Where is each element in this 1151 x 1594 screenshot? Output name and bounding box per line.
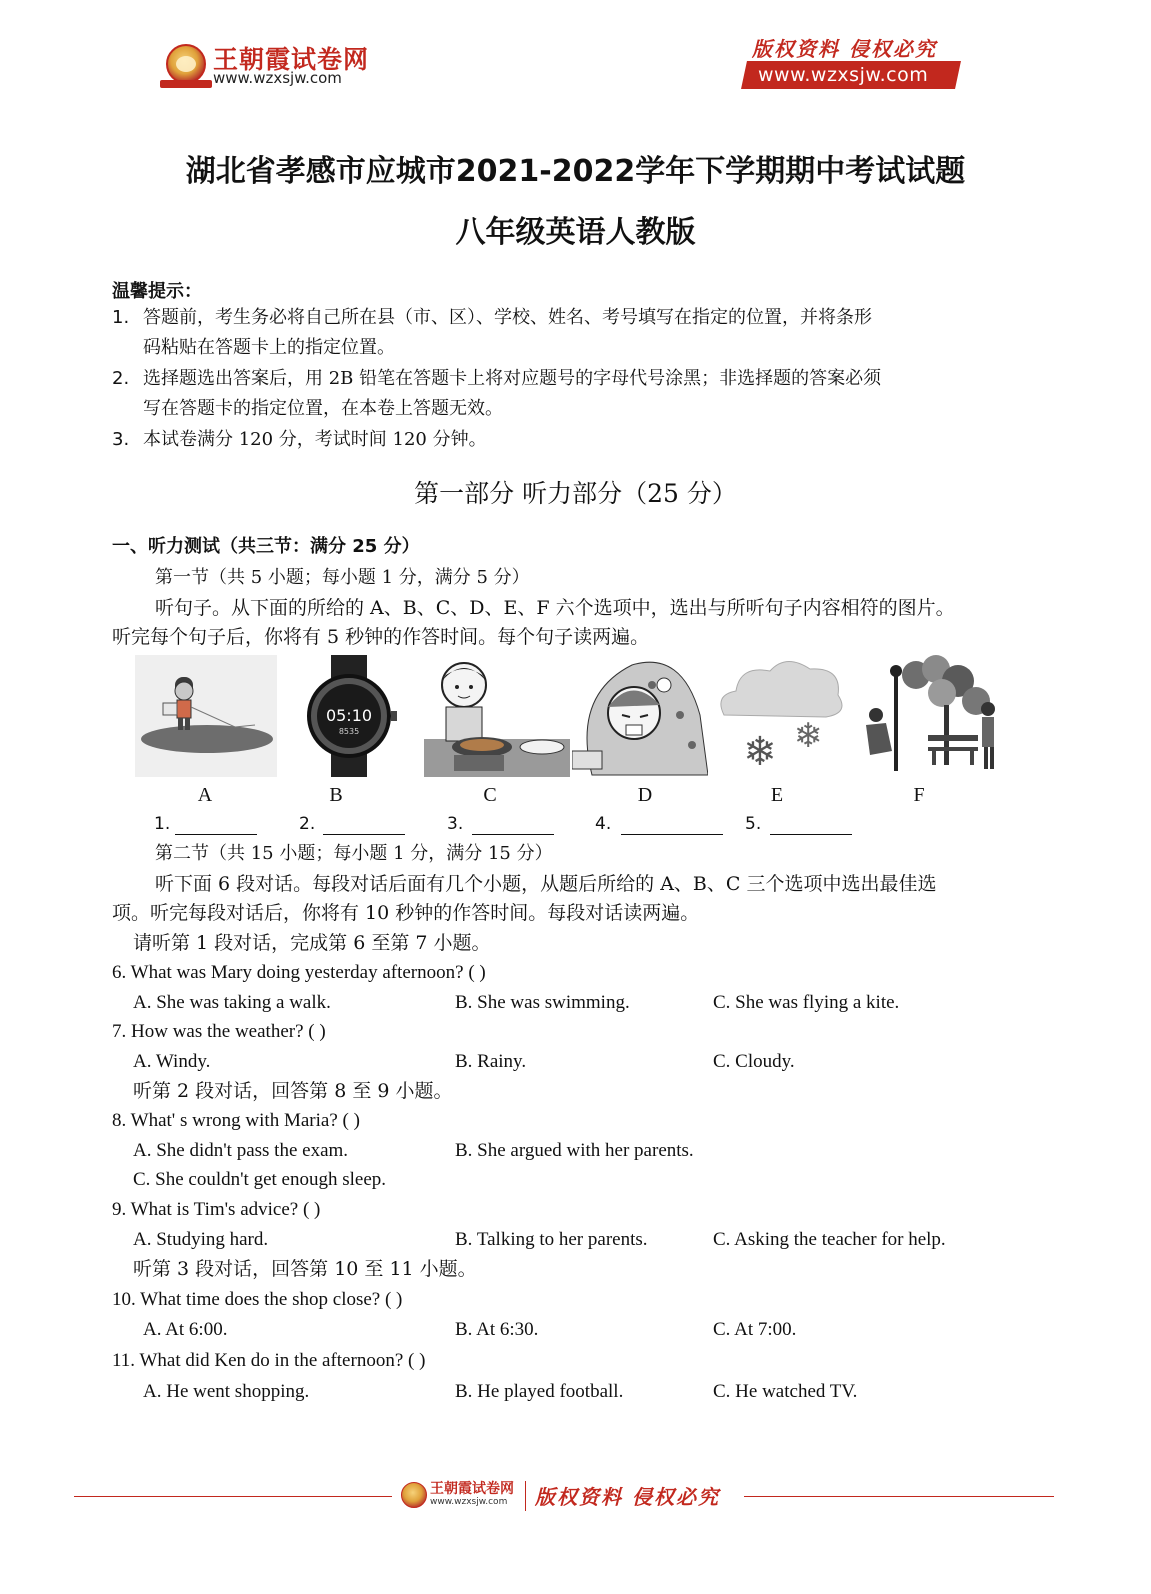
picture-label: B [329,784,343,806]
logo-url: www.wzxsjw.com [213,69,342,87]
tip-number: 1. [112,307,130,328]
question-text: 10. What time does the shop close? ( ) [112,1289,403,1310]
option-a: A. She was taking a walk. [133,992,331,1013]
option-a: A. She didn't pass the exam. [133,1140,349,1161]
tip-number: 3. [112,429,130,450]
question-text: 8. What' s wrong with Maria? ( ) [112,1110,360,1131]
option-b: B. Talking to her parents. [455,1229,648,1250]
footer-logo-icon [401,1482,427,1508]
logo-seal-icon [166,44,206,84]
section1-instruction: 听完每个句子后，你将有 5 秒钟的作答时间。每个句子读两遍。 [112,626,650,648]
logo-name: 王朝霞试卷网 [213,45,370,74]
answer-blank[interactable] [323,834,405,835]
picture-label: D [637,784,653,806]
rights-notice: 版权资料 侵权必究 [752,37,937,61]
section2-instruction: 项。听完每段对话后，你将有 10 秒钟的作答时间。每段对话读两遍。 [112,902,700,924]
svg-text:❄: ❄ [793,716,823,756]
picture-label: E [770,784,784,806]
section2-instruction: 听下面 6 段对话。每段对话后面有几个小题，从题后所给的 A、B、C 三个选项中选出最佳选 [155,873,937,895]
answer-blank[interactable] [621,834,723,835]
section-heading: 一、听力测试（共三节：满分 25 分） [112,536,420,557]
option-c: C. Asking the teacher for help. [713,1229,946,1250]
blank-number: 4. [595,814,612,834]
picture-b-watch [301,655,397,777]
option-c: C. At 7:00. [713,1319,797,1340]
tips-label: 温馨提示： [112,281,202,302]
option-a: A. He went shopping. [143,1381,310,1402]
option-a: A. Windy. [133,1051,211,1072]
option-a: A. Studying hard. [133,1229,269,1250]
question-text: 11. What did Ken do in the afternoon? ( ) [112,1350,426,1371]
rights-url: www.wzxsjw.com [758,64,929,86]
exam-subtitle: 八年级英语人教版 [455,215,696,250]
option-b: B. She was swimming. [455,992,630,1013]
part-title: 第一部分 听力部分（25 分） [414,479,737,508]
option-c: C. She was flying a kite. [713,992,900,1013]
blank-number: 3. [447,814,464,834]
tip-text: 本试卷满分 120 分，考试时间 120 分钟。 [143,429,487,450]
option-c: C. Cloudy. [713,1051,795,1072]
exam-title: 湖北省孝感市应城市2021-2022学年下学期期中考试试题 [185,154,966,189]
option-a: A. At 6:00. [143,1319,228,1340]
footer-rule-right [744,1496,1054,1497]
watch-time-text: 05:10 [325,706,373,725]
option-c: C. She couldn't get enough sleep. [133,1169,387,1190]
option-b: B. She argued with her parents. [455,1140,694,1161]
option-b: B. Rainy. [455,1051,527,1072]
question-text: 9. What is Tim's advice? ( ) [112,1199,321,1220]
blank-number: 2. [299,814,316,834]
dialog-instruction: 听第 2 段对话，回答第 8 至 9 小题。 [133,1080,453,1102]
answer-blank[interactable] [472,834,554,835]
tip-text: 写在答题卡的指定位置，在本卷上答题无效。 [143,398,503,419]
option-b: B. At 6:30. [455,1319,539,1340]
tip-text: 选择题选出答案后，用 2B 铅笔在答题卡上将对应题号的字母代号涂黑；非选择题的答案必须 [143,368,882,389]
picture-c-cooking [424,655,570,777]
tip-text: 码粘贴在答题卡上的指定位置。 [143,337,395,358]
dialog-instruction: 请听第 1 段对话，完成第 6 至第 7 小题。 [133,932,491,954]
logo-ribbon [160,80,212,88]
footer-logo-url: www.wzxsjw.com [430,1497,508,1507]
svg-text:❄: ❄ [743,729,777,775]
dialog-instruction: 听第 3 段对话，回答第 10 至 11 小题。 [133,1258,477,1280]
section1-instruction: 听句子。从下面的所给的 A、B、C、D、E、F 六个选项中，选出与所听句子内容相符的图片。 [155,597,955,619]
section2-title: 第二节（共 15 小题；每小题 1 分，满分 15 分） [155,843,553,864]
tip-number: 2. [112,368,130,389]
picture-label: F [913,784,925,806]
footer-rights: 版权资料 侵权必究 [535,1485,720,1509]
option-b: B. He played football. [455,1381,624,1402]
blank-number: 5. [745,814,762,834]
blank-number: 1. [154,814,171,834]
picture-label: A [197,784,213,806]
picture-f-park [856,655,1002,777]
answer-blank[interactable] [770,834,852,835]
section1-title: 第一节（共 5 小题；每小题 1 分，满分 5 分） [155,567,530,588]
answer-blank[interactable] [175,834,257,835]
watch-sub-text: 8535 [338,727,360,736]
tip-text: 答题前，考生务必将自己所在县（市、区）、学校、姓名、考号填写在指定的位置，并将条形 [143,307,872,328]
picture-e-snow [714,655,850,777]
picture-a-kite [135,655,277,777]
picture-label: C [483,784,497,806]
footer-divider [525,1481,526,1511]
question-text: 7. How was the weather? ( ) [112,1021,326,1042]
footer-rule-left [74,1496,392,1497]
picture-d-sick [572,655,708,777]
footer-logo-name: 王朝霞试卷网 [430,1481,514,1497]
question-text: 6. What was Mary doing yesterday afternoon? ( ) [112,962,486,983]
option-c: C. He watched TV. [713,1381,858,1402]
